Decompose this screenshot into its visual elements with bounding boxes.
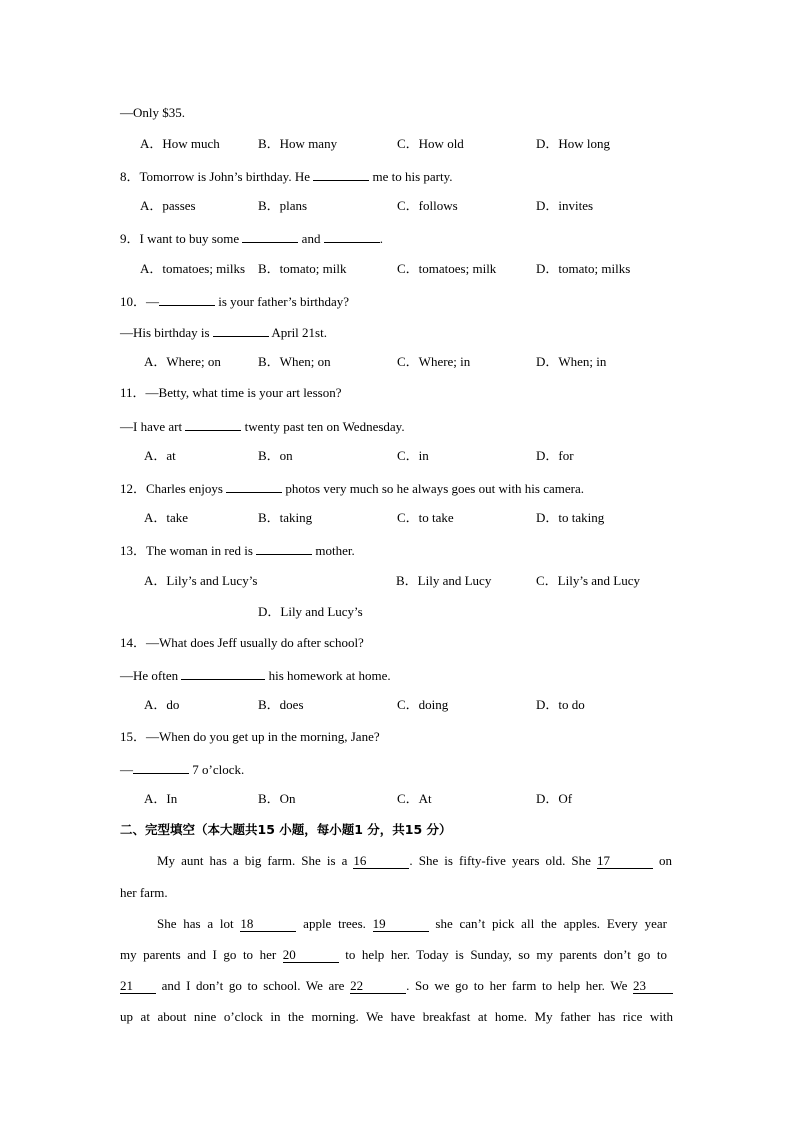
q9-text-after: . (379, 231, 383, 246)
q9-number: 9． (120, 231, 140, 246)
q8-option-a[interactable]: A．passes (140, 198, 196, 213)
q12-option-b[interactable]: B．taking (258, 510, 313, 525)
q9-stem (120, 228, 680, 246)
q13-number: 13． (120, 543, 147, 558)
q13-options-row2 (120, 603, 680, 621)
q15-line2 (120, 759, 680, 777)
q14-stem (120, 634, 680, 652)
q10-option-d[interactable]: D．When; in (536, 354, 607, 369)
q12-stem (120, 478, 680, 496)
q15-number: 15． (120, 729, 147, 744)
passage-text: She has a lot (157, 916, 241, 931)
blank-17[interactable]: 17 (597, 853, 653, 869)
q14-option-a[interactable]: A．do (144, 697, 180, 712)
q10-blank-2 (213, 322, 269, 337)
q13-text-before: The woman in red is (146, 543, 257, 558)
q12-option-c[interactable]: C．to take (397, 510, 454, 525)
q11-line2 (120, 416, 680, 434)
q11-option-b[interactable]: B．on (258, 448, 293, 463)
passage-text: her farm. (120, 885, 168, 900)
q9-option-d[interactable]: D．tomato; milks (536, 261, 631, 276)
q11-option-d[interactable]: D．for (536, 448, 574, 463)
blank-18[interactable]: 18 (240, 916, 296, 932)
passage-line-1 (157, 852, 672, 870)
q7-answer-line (120, 104, 680, 122)
passage-text: and I don’t go to school. We are (156, 978, 351, 993)
q9-blank-1 (242, 228, 298, 243)
q12-text-after: photos very much so he always goes out with his camera. (282, 481, 584, 496)
blank-19[interactable]: 19 (373, 916, 429, 932)
passage-text: . She is fifty-five years old. She (409, 853, 597, 868)
q12-option-d[interactable]: D．to taking (536, 510, 605, 525)
q13-options-row1 (120, 572, 680, 590)
q9-text-before: I want to buy some (139, 231, 243, 246)
q15-text: —When do you get up in the morning, Jane? (146, 729, 380, 744)
q9-options (120, 260, 680, 278)
q10-line2-before: —His birthday is (120, 325, 213, 340)
q12-options (120, 509, 680, 527)
q14-option-c[interactable]: C．doing (397, 697, 449, 712)
q13-option-c[interactable]: C．Lily’s and Lucy (536, 573, 640, 588)
q12-text-before: Charles enjoys (146, 481, 227, 496)
passage-text: up at about nine o’clock in the morning. We have breakfast at home. My father has rice with (120, 1009, 673, 1024)
q7-options (120, 135, 680, 153)
q10-stem (120, 291, 680, 309)
q8-option-d[interactable]: D．invites (536, 198, 594, 213)
q15-option-c[interactable]: C．At (397, 791, 432, 806)
passage-text: My aunt has a big farm. She is a (157, 853, 354, 868)
q9-text-mid: and (298, 231, 324, 246)
q13-blank (256, 540, 312, 555)
q15-options (120, 790, 680, 808)
q11-line2-after: twenty past ten on Wednesday. (241, 419, 405, 434)
q8-blank (313, 166, 369, 181)
passage-text: she can’t pick all the apples. Every year (428, 916, 668, 931)
q13-text-after: mother. (312, 543, 355, 558)
passage-text: apple trees. (296, 916, 373, 931)
passage-line-4 (120, 946, 667, 964)
q7-option-b[interactable]: B．How many (258, 136, 338, 151)
q11-blank (185, 416, 241, 431)
q11-number: 11． (120, 385, 146, 400)
q15-option-b[interactable]: B．On (258, 791, 296, 806)
passage-line-5 (120, 977, 673, 995)
q10-text-after: is your father’s birthday? (215, 294, 350, 309)
q14-number: 14． (120, 635, 147, 650)
section2-heading: 二、完型填空（本大题共15 小题，每小题1 分，共15 分） (120, 822, 452, 837)
q10-line2-after: April 21st. (268, 325, 327, 340)
q11-line2-before: —I have art (120, 419, 186, 434)
passage-text: . So we go to her farm to help her. We (406, 978, 633, 993)
q11-stem (120, 384, 680, 402)
q15-blank (133, 759, 189, 774)
q8-text-before: Tomorrow is John’s birthday. He (139, 169, 314, 184)
q10-blank-1 (159, 291, 215, 306)
q11-option-a[interactable]: A．at (144, 448, 176, 463)
passage-text: on (652, 853, 673, 868)
passage-line-6 (120, 1008, 673, 1026)
q10-dash: — (146, 294, 160, 309)
q14-line2-before: —He often (120, 668, 182, 683)
q9-option-b[interactable]: B．tomato; milk (258, 261, 347, 276)
q13-option-a[interactable]: A．Lily’s and Lucy’s (144, 573, 258, 588)
q14-options (120, 696, 680, 714)
q11-option-c[interactable]: C．in (397, 448, 429, 463)
passage-text: my parents and I go to her (120, 947, 283, 962)
q10-option-a[interactable]: A．Where; on (144, 354, 221, 369)
q7-option-c[interactable]: C．How old (397, 136, 464, 151)
q9-option-a[interactable]: A．tomatoes; milks (140, 261, 246, 276)
q14-text: —What does Jeff usually do after school? (146, 635, 364, 650)
q8-option-c[interactable]: C．follows (397, 198, 458, 213)
q12-option-a[interactable]: A．take (144, 510, 189, 525)
blank-16[interactable]: 16 (353, 853, 409, 869)
q8-option-b[interactable]: B．plans (258, 198, 308, 213)
q15-option-a[interactable]: A．In (144, 791, 178, 806)
q10-number: 10． (120, 294, 147, 309)
q7-option-d[interactable]: D．How long (536, 136, 611, 151)
q8-text-after: me to his party. (369, 169, 453, 184)
q8-options (120, 197, 680, 215)
q10-option-b[interactable]: B．When; on (258, 354, 331, 369)
q7-option-a[interactable]: A．How much (140, 136, 220, 151)
blank-22[interactable]: 22 (350, 978, 406, 994)
q7-answer-text: —Only $35. (120, 105, 185, 120)
passage-line-3 (157, 915, 667, 933)
q9-blank-2 (324, 228, 380, 243)
q10-options (120, 353, 680, 371)
q14-option-b[interactable]: B．does (258, 697, 304, 712)
q11-text: —Betty, what time is your art lesson? (145, 385, 342, 400)
q12-blank (226, 478, 282, 493)
q10-option-c[interactable]: C．Where; in (397, 354, 471, 369)
q10-line2 (120, 322, 680, 340)
q8-stem (120, 166, 680, 184)
q14-option-d[interactable]: D．to do (536, 697, 585, 712)
q11-options (120, 447, 680, 465)
q15-line2-before: — (120, 762, 133, 777)
passage-text: to help her. Today is Sunday, so my parents don’t go to (338, 947, 667, 962)
q15-option-d[interactable]: D．Of (536, 791, 573, 806)
q13-stem (120, 540, 680, 558)
q14-line2-after: his homework at home. (265, 668, 391, 683)
q9-option-c[interactable]: C．tomatoes; milk (397, 261, 497, 276)
blank-21[interactable]: 21 (120, 978, 156, 994)
q13-option-d[interactable]: D．Lily and Lucy’s (258, 604, 363, 619)
q12-number: 12． (120, 481, 147, 496)
q13-option-b[interactable]: B．Lily and Lucy (396, 573, 492, 588)
q15-line2-after: 7 o’clock. (189, 762, 245, 777)
q8-number: 8． (120, 169, 140, 184)
q14-line2 (120, 665, 680, 683)
blank-23[interactable]: 23 (633, 978, 673, 994)
q14-blank (181, 665, 265, 680)
passage-line-2 (120, 884, 680, 902)
q15-stem (120, 728, 680, 746)
blank-20[interactable]: 20 (283, 947, 339, 963)
